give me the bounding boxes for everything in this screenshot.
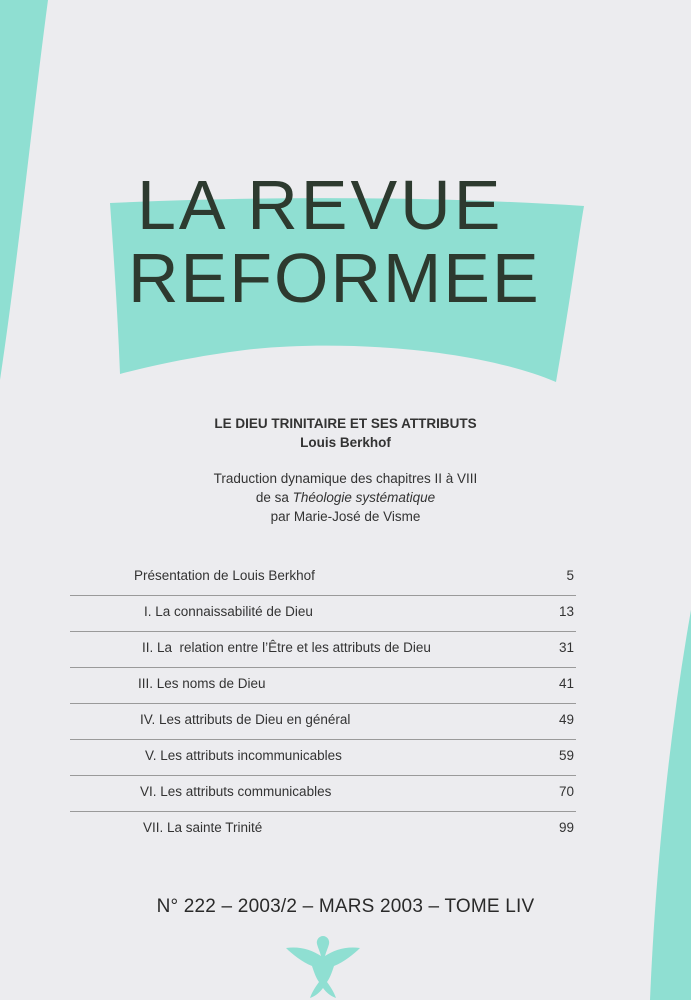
toc-entry-label: III. Les noms de Dieu <box>138 676 266 691</box>
toc-entry-page: 49 <box>558 712 574 727</box>
issue-subject-title: LE DIEU TRINITAIRE ET SES ATTRIBUTS <box>214 416 477 431</box>
toc-entry-label: IV. Les attributs de Dieu en général <box>140 712 351 727</box>
toc-entry-page: 31 <box>558 640 574 655</box>
toc-entry <box>70 812 576 848</box>
translation-note-prefix: de sa <box>255 490 293 505</box>
right-edge-stripe <box>650 610 691 1000</box>
toc-entry-label: II. La relation entre l’Être et les attributs de Dieu <box>142 640 431 655</box>
toc-entry <box>70 668 576 704</box>
toc-entry <box>70 560 576 596</box>
toc-entry-page: 70 <box>558 784 574 799</box>
toc-entry <box>70 632 576 668</box>
translation-note-line1: Traduction dynamique des chapitres II à VIII <box>213 471 478 486</box>
toc-entry <box>70 704 576 740</box>
masthead-title-line1: LA REVUE <box>137 166 504 244</box>
book-title: Théologie systématique <box>292 490 436 505</box>
masthead-title-line2: REFORMEE <box>128 239 541 317</box>
toc-entry-page: 59 <box>558 748 574 763</box>
left-edge-stripe <box>0 0 48 380</box>
toc-entry-label: VI. Les attributs communicables <box>140 784 332 799</box>
toc-entry <box>70 596 576 632</box>
toc-entry-label: I. La connaissabilité de Dieu <box>144 604 313 619</box>
issue-info: N° 222 – 2003/2 – MARS 2003 – TOME LIV <box>156 896 535 917</box>
toc-entry <box>70 740 576 776</box>
toc-entry-page: 99 <box>558 820 574 835</box>
toc-entry-label: V. Les attributs incommunicables <box>145 748 342 763</box>
translator-credit: par Marie-José de Visme <box>270 509 421 524</box>
issue-author: Louis Berkhof <box>300 435 391 450</box>
translation-note-line2 <box>0 490 691 505</box>
toc-entry-page: 41 <box>558 676 574 691</box>
toc-entry <box>70 776 576 812</box>
toc-entry-label: Présentation de Louis Berkhof <box>134 568 315 583</box>
toc-entry-page: 5 <box>566 568 574 583</box>
toc-entry-label: VII. La sainte Trinité <box>143 820 263 835</box>
dove-icon <box>282 932 364 1000</box>
toc-entry-page: 13 <box>558 604 574 619</box>
